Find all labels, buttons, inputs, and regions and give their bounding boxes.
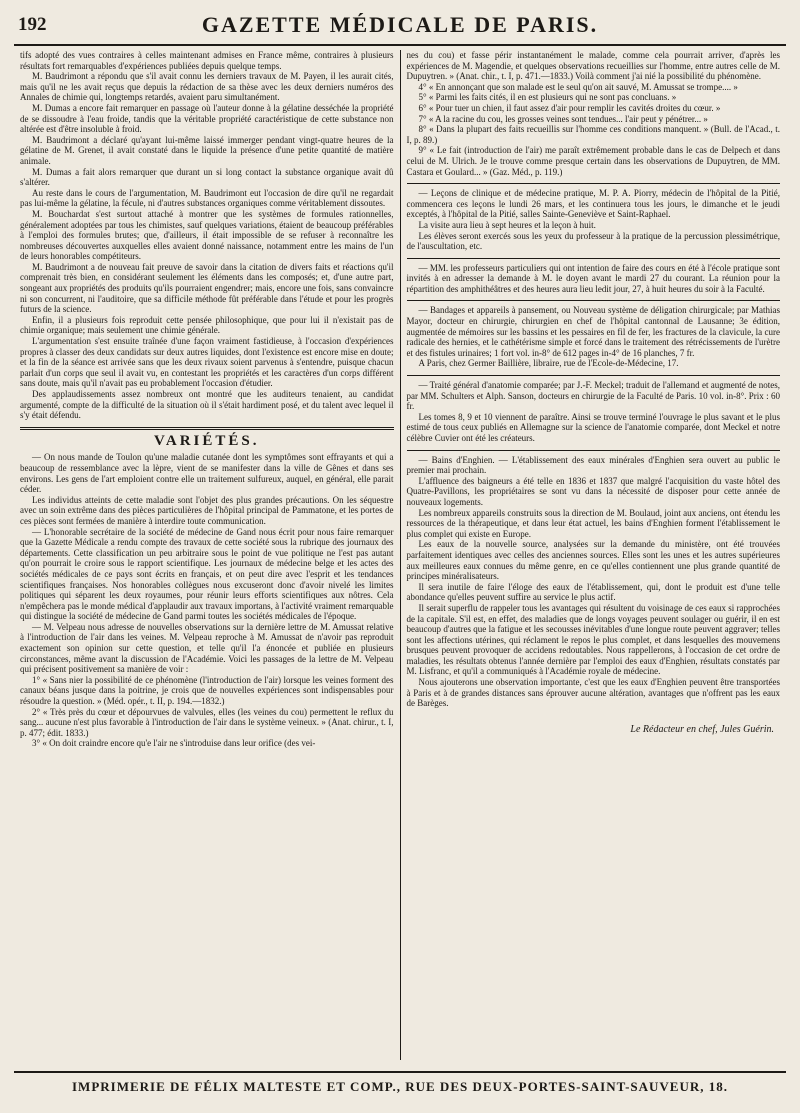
paragraph: Il sera inutile de faire l'éloge des eaux de l'établissement, qui, dont le produit est d'une telle abondance qu'elles peuvent suffire au service le plus actif. (406, 581, 780, 603)
paragraph: — L'honorable secrétaire de la société de médecine de Gand nous écrit pour nous faire remarquer que la Gazette Médicale a rendu compte des travaux de cette société sous la rubrique des journaux des départements. Cette classification un peu arbitraire sous le point de vue politique ne l'est pas autant qu'on pourrait le croire sous le rapport scientifique. Les journaux de médecine belge et les actes des sociétés médicales de ce pays sont écrits en français, et on peut dire avec l'esprit et les tendances scientifiques françaises. Nos honorables collègues nous excuseront donc d'avoir nivelé les limites politiques qui séparent les deux royaumes, pour réunir leurs efforts scientifiques aux nôtres. Cela n'empêchera pas le monde médical d'applaudir aux travaux importans, à l'activité vraiment remarquable qui distingue la société de médecine de Gand parmi toutes les sociétés médicales de l'époque. (20, 526, 394, 622)
paragraph: Nous ajouterons une observation importante, c'est que les eaux d'Enghien peuvent être transportées à Paris et à de grandes distances sans éprouver aucune altération, avantages que n'offrent pas les eaux de Barèges. (406, 677, 780, 709)
paragraph: nes du cou) et fasse périr instantanément le malade, comme cela pourrait arriver, d'après les expériences de M. Magendie, et quelques observations recueillies sur l'homme, entre autres celle de M. Dupuytren. » (Anat. chir., t. I, p. 471.—1833.) Voilà comment j'ai nié la possibilité du phénomène. (406, 50, 780, 82)
paragraph: tifs adopté des vues contraires à celles maintenant admises en France même, contraires à plusieurs résultats fort remarquables d'expériences publiées depuis quelque temps. (20, 50, 394, 71)
paragraph: Les individus atteints de cette maladie sont l'objet des plus grandes précautions. On les séquestre avec un soin extrême dans des pièces particulières de l'hôpital principal de Pammatone, et les portes de ces pièces sont fermées de manière à interdire toute communication. (20, 494, 394, 526)
paragraph: M. Bouchardat s'est surtout attaché à montrer que les systèmes de formules rationnelles, généralement adoptées par tous les chimistes, sauf quelques variations, étaient de beaucoup préférables à l'emploi des formules brutes; que, d'ailleurs, il était impossible de se refuser à reconnaître les nombreuses découvertes auxquelles elles avaient donné naissance, notamment entre les mains de l'un de leurs honorables compétiteurs. (20, 208, 394, 262)
paragraph: A Paris, chez Germer Baillière, libraire, rue de l'Ecole-de-Médecine, 17. (418, 358, 679, 369)
paragraph: Les nombreux appareils construits sous la direction de M. Boulaud, joint aux anciens, ont étendu les ressources de la thérapeutique, et dans leur état actuel, les bains d'Enghien forment l'établissement le plus complet qui existe en Europe. (406, 507, 780, 539)
paragraph: — M. Velpeau nous adresse de nouvelles observations sur la dernière lettre de M. Amussat relative à l'introduction de l'air dans les veines. M. Velpeau reproche à M. Amussat de n'avoir pas reproduit exactement son opinion sur cette question, et telle qu'il l'a énoncée et publiée en plusieurs circonstances, même avant la discussion de l'Académie. Voici les passages de la lettre de M. Velpeau qui précisent positivement sa manière de voir : (20, 621, 394, 675)
paragraph: — Bandages et appareils à pansement, ou Nouveau système de déligation chirurgicale; par Mathias Mayor, docteur en chirurgie, chirurgien en chef de l'hôpital cantonnal de Lausanne; 3e édition, augmentée de mémoires sur les bassins et les pessaires en fil de fer, les fractures de la clavicule, la cure radicale des hernies, et le cathétérisme simple et forcé dans le traitement des rétrécissements de l'urètre et des fistules urinaires; 1 fort vol. in-8° de 612 pages in-4° de 16 planches, 7 fr. (406, 305, 780, 358)
paragraph: — MM. les professeurs particuliers qui ont intention de faire des cours en été à l'école pratique sont invités à en adresser la demande à M. le doyen avant le mardi 27 du courant. La réunion pour la répartition des amphithéâtres et des heures aura lieu ledit jour, 27, à huit heures du soir à la Faculté. (406, 262, 780, 294)
paragraph: M. Baudrimont a de nouveau fait preuve de savoir dans la citation de divers faits et réactions qu'il comprenait très bien, en considérant seulement les éléments dans les composés; et, d'une autre part, songeant aux propriétés des produits qu'ils pourraient engendrer; mais, encore une fois, sans convaincre ni son concurrent, ni l'auditoire, que sa difficile méthode fût préférable dans l'étude et pour les progrès futurs de la science. (20, 261, 394, 315)
paragraph: 5° « Parmi les faits cités, il en est plusieurs qui ne sont pas concluans. » (418, 92, 677, 103)
paragraph: M. Baudrimont a déclaré qu'ayant lui-même laissé immerger pendant vingt-quatre heures de la gélatine de M. Grenet, il avait constaté dans le liquide la présence d'une petite quantité de matière animale. (20, 134, 394, 166)
journal-title: GAZETTE MÉDICALE DE PARIS. (201, 12, 599, 37)
paragraph: Au reste dans le cours de l'argumentation, M. Baudrimont eut l'occasion de dire qu'il ne regardait pas lui-même la gélatine, la fécule, ni d'autres substances organiques comme véritablement dissoutes. (20, 187, 394, 209)
printer-imprint: IMPRIMERIE DE FÉLIX MALTESTE ET COMP., RUE DES DEUX-PORTES-SAINT-SAUVEUR, 18. (14, 1071, 786, 1095)
left-column (14, 50, 400, 1060)
paragraph: 9° « Le fait (introduction de l'air) me paraît extrêmement probable dans le cas de Delpech et dans celui de M. Ulrich. Je le trouve comme presque certain dans les observations de Dupuytren, de MM. Castara et Goulard... » (Gaz. Méd., p. 119.) (406, 145, 780, 177)
paragraph: M. Dumas a fait alors remarquer que durant un si long contact la substance organique avait dû s'altérer. (20, 166, 394, 188)
page-header (14, 10, 786, 46)
paragraph: — Traité général d'anatomie comparée; par J.-F. Meckel; traduit de l'allemand et augmenté de notes, par MM. Schulters et Alph. Sanson, docteurs en chirurgie de la Faculté de Paris. 10 vol. in-8°. Prix : 60 fr. (406, 380, 780, 412)
news-divider (407, 300, 781, 301)
paragraph: Les tomes 8, 9 et 10 viennent de paraître. Ainsi se trouve terminé l'ouvrage le plus savant et le plus estimé de tous ceux publiés en Allemagne sur la science de l'anatomie comparée, dont Meckel et notre célèbre Cuvier ont été les créateurs. (406, 411, 780, 443)
right-column (401, 50, 787, 1060)
paragraph: L'affluence des baigneurs a été telle en 1836 et 1837 que malgré l'acquisition du vaste hôtel des Quatre-Pavillons, les propriétaires se sont vu dans la nécessité de disposer pour cette année de nouveaux logements. (406, 475, 780, 507)
news-divider (407, 183, 781, 184)
paragraph: 8° « Dans la plupart des faits recueillis sur l'homme ces conditions manquent. » (Bull. de l'Acad., t. I, p. 89.) (406, 124, 780, 145)
section-title-varietes: VARIÉTÉS. (153, 432, 260, 449)
section-divider (20, 427, 394, 430)
news-divider (407, 375, 781, 376)
news-divider (407, 450, 781, 451)
paragraph: Les eaux de la nouvelle source, analysées sur la demande du ministère, ont été trouvées parfaitement identiques avec celles des anciennes sources. Elles sont les unes et les autres supérieures aux meilleures eaux connues du même genre, en ce qu'elles contiennent une plus grande quantité de principes minéralisateurs. (406, 539, 780, 582)
paragraph: Enfin, il a plusieurs fois reproduit cette pensée philosophique, que pour lui il n'existait pas de chimie organique; mais seulement une chimie générale. (20, 314, 394, 336)
news-divider (407, 258, 781, 259)
columns (14, 50, 786, 1060)
paragraph: M. Baudrimont a répondu que s'il avait connu les derniers travaux de M. Payen, il les aurait cités, mais qu'il ne les avait reçus que depuis la rédaction de sa thèse avec les deux derniers numéros des Annales de chimie qui, longtemps retardés, avaient paru simultanément. (20, 71, 394, 103)
paragraph: Il serait superflu de rappeler tous les avantages qui résultent du voisinage de ces eaux si rapprochées de la capitale. S'il est, en effet, des maladies que de longs voyages peuvent soulager ou guérir, il en est beaucoup d'autres que la fatigue et les secousses inévitables d'une longue route peuvent aggraver; telles sont les affections utérines, qui réclament le repos le plus complet, et dans lesquelles des mouvemens brusques peuvent provoquer de accidens redoutables. Nous rappellerons, à l'occasion de cet ordre de maladies, les résultats obtenus l'année dernière par l'emploi des eaux d'Enghien, résultats constatés par M. Lisfranc, et qu'il a communiqués à l'Académie royale de médecine. (406, 602, 780, 677)
paragraph: Les élèves seront exercés sous les yeux du professeur à la pratique de la percussion plessimétrique, de l'auscultation, etc. (406, 230, 780, 252)
paragraph: L'argumentation s'est ensuite traînée d'une façon vraiment fastidieuse, à l'occasion d'expériences propres à classer des deux candidats sur deux autres liquides, dont l'existence est encore mise en doute; et la fin de la séance est arrivée sans que les deux rivaux soient parvenus à s'entendre, puisque chacun parlait d'un corps que seul il avait vu, en contestant les propriétés et les caractères d'un corps différent sans doute, mais qu'il n'avait pas eu probablement l'occasion d'étudier. (20, 336, 394, 389)
paragraph: 4° « En annonçant que son malade est le seul qu'on ait sauvé, M. Amussat se trompe.... » (418, 81, 738, 92)
paragraph: 3° « On doit craindre encore qu'e l'air ne s'introduise dans leur orifice (des vei- (32, 738, 316, 749)
paragraph: 2° « Très près du cœur et dépourvues de valvules, elles (les veines du cou) permettent le reflux du sang... aucune n'est plus favorable à l'introduction de l'air dans le système veineux. » (Anat. chirur., t. I, p. 477; édit. 1833.) (20, 706, 394, 738)
paragraph: Des applaudissements assez nombreux ont montré que les auditeurs tenaient, au candidat argumenté, compte de la difficulté de la situation où il s'était hardiment posé, et du talent avec lequel il s'y était défendu. (20, 389, 394, 421)
paragraph: La visite aura lieu à sept heures et la leçon à huit. (418, 219, 596, 230)
paragraph: 1° « Sans nier la possibilité de ce phénomène (l'introduction de l'air) lorsque les veines forment des canaux béans jusque dans la poitrine, je crois que de nouvelles expériences sont indispensables pour résoudre la question. » (Méd. opér., t. II, p. 194.—1832.) (20, 674, 394, 707)
paragraph: — On nous mande de Toulon qu'une maladie cutanée dont les symptômes sont effrayants et qui a beaucoup de ressemblance avec la lèpre, vient de se manifester dans la ville de Gênes et dans ses environs. Les gens de l'art emploient contre elle un traitement sulfureux, auquel, en général, elle parait céder. (20, 452, 394, 495)
paragraph: — Bains d'Enghien. — L'établissement des eaux minérales d'Enghien sera ouvert au public le premier mai prochain. (406, 454, 780, 476)
paragraph: M. Dumas a encore fait remarquer en passage où l'auteur donne à la gélatine desséchée la propriété de se dissoudre à l'eau froide, tandis que la véritable propriété caractéristique de cette substance non altérée est d'être insoluble à froid. (20, 102, 394, 135)
paragraph: 6° « Pour tuer un chien, il faut assez d'air pour remplir les cavités droites du cœur. » (418, 102, 721, 113)
page-number: 192 (18, 14, 47, 35)
paragraph: 7° « A la racine du cou, les grosses veines sont tendues... l'air peut y pénétrer... » (418, 113, 708, 124)
editor-signature: Le Rédacteur en chef, Jules Guérin. (630, 723, 774, 735)
paragraph: — Leçons de clinique et de médecine pratique, M. P. A. Piorry, médecin de l'hôpital de la Pitié, commencera ces leçons le lundi 26 mars, et les continuera tous les jours, le dimanche et le jeudi exceptés, à l'hôpital de la Pitié, salles Sainte-Geneviève et Saint-Raphael. (406, 188, 780, 220)
